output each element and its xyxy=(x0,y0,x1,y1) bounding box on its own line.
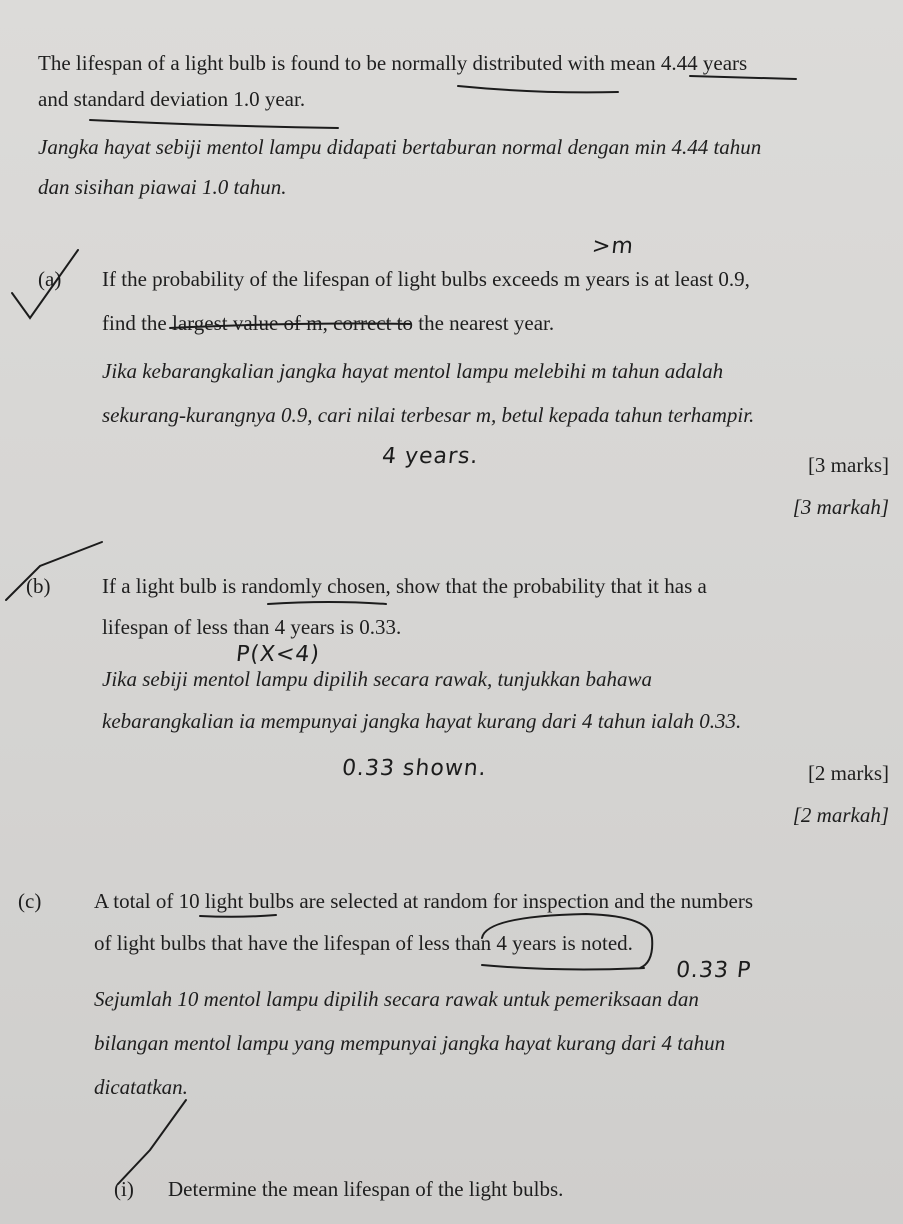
intro-en-line1: The lifespan of a light bulb is found to be normally distributed with mean 4.44 years xyxy=(38,51,748,75)
handwritten-answer-a: 4 years. xyxy=(380,444,480,469)
handwritten-note-a: >m xyxy=(590,234,636,259)
part-c-i-text: Determine the mean lifespan of the light bulbs. xyxy=(168,1177,564,1201)
part-a-ms-line2: sekurang-kurangnya 0.9, cari nilai terbesar m, betul kepada tahun terhampir. xyxy=(102,403,755,427)
part-b-marks-ms: [2 markah] xyxy=(792,803,889,827)
underline-standard-deviation xyxy=(90,120,338,128)
underline-ten-light-bulbs xyxy=(200,915,276,917)
underline-randomly-chosen xyxy=(268,602,386,604)
part-c-en-line2: of light bulbs that have the lifespan of less than 4 years is noted. xyxy=(94,931,633,955)
part-c-en-line1: A total of 10 light bulbs are selected at random for inspection and the numbers xyxy=(94,889,753,913)
part-c-ms-line2: bilangan mentol lampu yang mempunyai jangka hayat kurang dari 4 tahun xyxy=(94,1031,726,1055)
underline-normally-distributed xyxy=(458,86,618,92)
tick-mark-b xyxy=(6,542,102,600)
part-c-label: (c) xyxy=(18,889,42,913)
intro-ms-line2: dan sisihan piawai 1.0 tahun. xyxy=(38,175,287,199)
part-b-label: (b) xyxy=(26,574,51,598)
part-a-en-line1: If the probability of the lifespan of light bulbs exceeds m years is at least 0.9, xyxy=(102,267,750,291)
part-a-marks-ms: [3 markah] xyxy=(792,495,889,519)
part-a-en-line2: find the largest value of m, correct to the nearest year. xyxy=(102,311,555,335)
intro-en-line2: and standard deviation 1.0 year. xyxy=(38,87,306,111)
part-c-ms-line1: Sejumlah 10 mentol lampu dipilih secara rawak untuk pemeriksaan dan xyxy=(94,987,699,1011)
part-a-label: (a) xyxy=(38,267,62,291)
part-b-en-line2: lifespan of less than 4 years is 0.33. xyxy=(102,615,402,639)
underline-mean-value xyxy=(690,76,796,79)
part-a-ms-line1: Jika kebarangkalian jangka hayat mentol lampu melebihi m tahun adalah xyxy=(102,359,724,383)
part-c-ms-line3: dicatatkan. xyxy=(94,1075,188,1099)
part-b-marks-en: [2 marks] xyxy=(807,761,889,785)
tick-mark-c xyxy=(118,1100,186,1184)
handwritten-note-c: 0.33 P xyxy=(674,958,753,983)
part-b-en-line1: If a light bulb is randomly chosen, show that the probability that it has a xyxy=(102,574,707,598)
handwritten-answer-b: 0.33 shown. xyxy=(340,756,489,781)
part-a-marks-en: [3 marks] xyxy=(807,453,889,477)
handwritten-note-b: P(X<4) xyxy=(234,642,322,667)
part-b-ms-line2: kebarangkalian ia mempunyai jangka hayat kurang dari 4 tahun ialah 0.33. xyxy=(102,709,742,733)
part-c-i-label: (i) xyxy=(114,1177,134,1201)
part-b-ms-line1: Jika sebiji mentol lampu dipilih secara rawak, tunjukkan bahawa xyxy=(102,667,653,691)
intro-ms-line1: Jangka hayat sebiji mentol lampu didapati bertaburan normal dengan min 4.44 tahun xyxy=(38,135,762,159)
